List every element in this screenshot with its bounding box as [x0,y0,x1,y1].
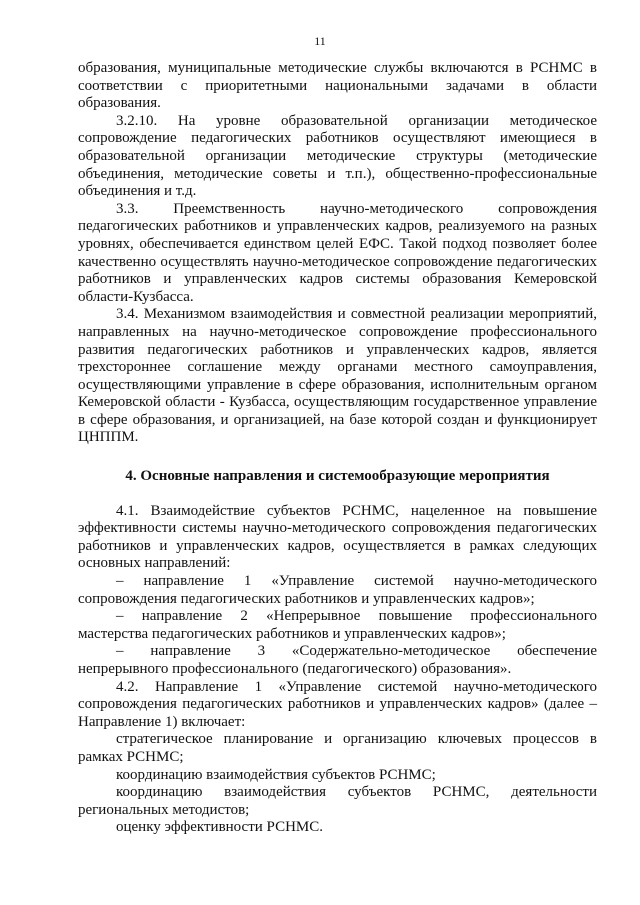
list-item: – направление 3 «Содержательно-методическое обеспечение непрерывного профессионального (педагогического) образования». [78,643,597,677]
paragraph: 3.3. Преемственность научно-методического сопровождения педагогических работников и управленческих кадров, реализуемого на разных уровнях, обеспечивается единством целей ЕФС. Такой подход позволяет более качественно осуществлять научно-методическое сопровождение педагогических работников и управленческих кадров системы образования Кемеровской области-Кузбасса. [78,200,597,305]
paragraph: 3.2.10. На уровне образовательной организации методическое сопровождение педагогических работников осуществляют имеющиеся в образовательной организации методические структуры (методические объединения, методические советы и т.п.), общественно-профессиональные объединения и т.д. [78,112,597,200]
list-item: – направление 2 «Непрерывное повышение профессионального мастерства педагогических работников и управленческих кадров»; [78,608,597,642]
section-heading: 4. Основные направления и системообразующие мероприятия [125,468,550,485]
list-item: – направление 1 «Управление системой научно-методического сопровождения педагогических работников и управленческих кадров»; [78,573,597,607]
paragraph: 3.4. Механизмом взаимодействия и совместной реализации мероприятий, направленных на научно-методическое сопровождение профессионального развития педагогических работников и управленческих кадров, является трехстороннее соглашение между органами местного самоуправления, осуществляющими управление в сфере образования, исполнительным органом Кемеровской области - Кузбасса, осуществляющим государственное управление в сфере образования, и организацией, на базе которой создан и функционирует ЦНППМ. [78,306,597,446]
list-item: стратегическое планирование и организацию ключевых процессов в рамках РСНМС; [78,731,597,765]
list-item: оценку эффективности РСНМС. [116,819,323,836]
document-body [78,60,597,837]
paragraph: образования, муниципальные методические службы включаются в РСНМС в соответствии с приоритетными национальными задачами в области образования. [78,60,597,112]
list-item: координацию взаимодействия субъектов РСНМС; [116,766,436,783]
paragraph: 4.2. Направление 1 «Управление системой научно-методического сопровождения педагогических работников и управленческих кадров» (далее – Направление 1) включает: [78,678,597,730]
paragraph: 4.1. Взаимодействие субъектов РСНМС, нацеленное на повышение эффективности системы научно-методического сопровождения педагогических работников и управленческих кадров, осуществляется в рамках следующих основных направлений: [78,502,597,572]
page-number: 11 [314,34,326,48]
list-item: координацию взаимодействия субъектов РСНМС, деятельности региональных методистов; [78,784,597,818]
